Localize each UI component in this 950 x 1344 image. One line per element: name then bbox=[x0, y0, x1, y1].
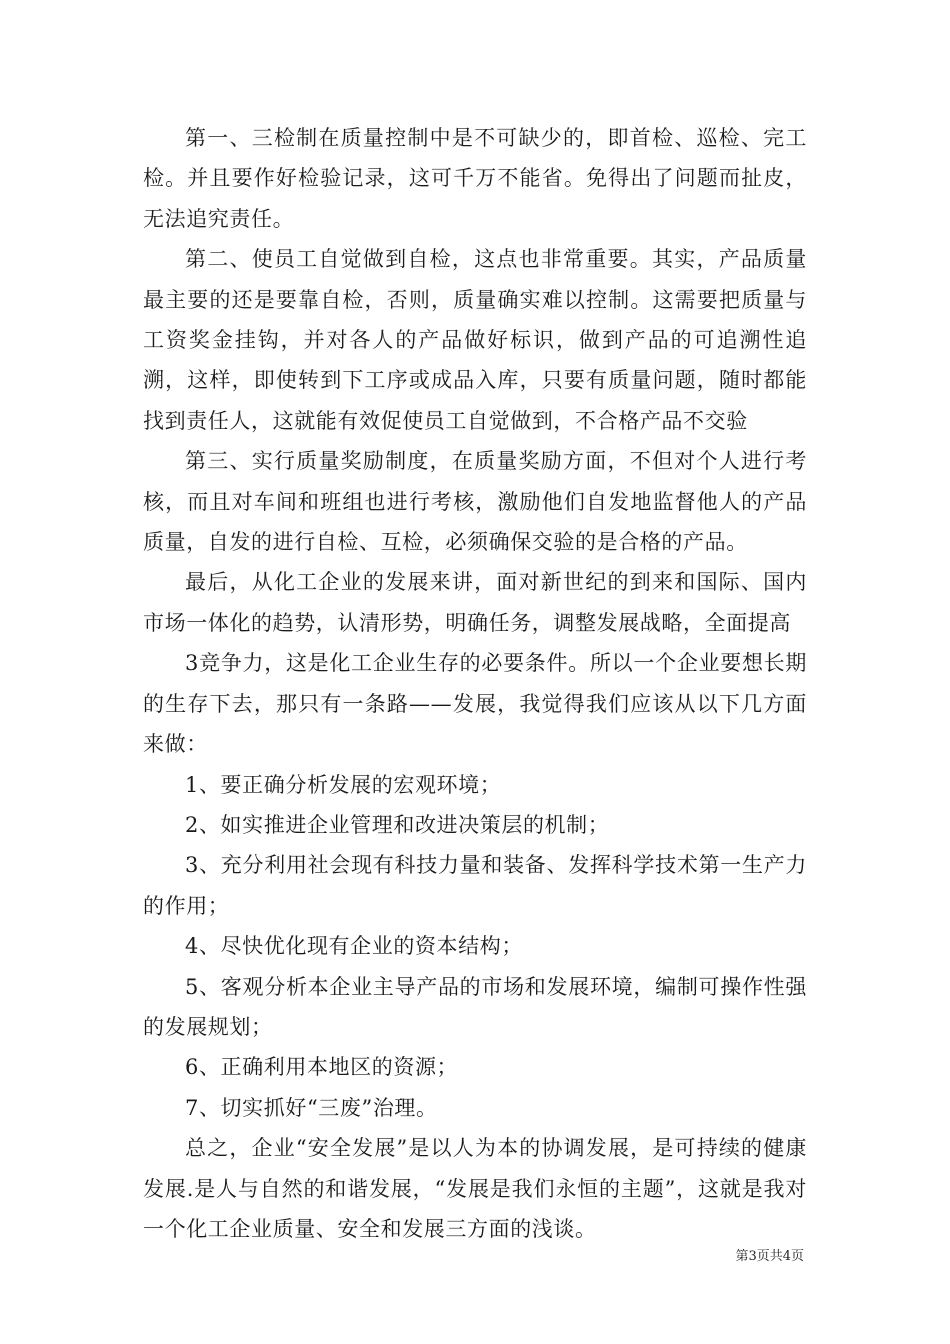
document-body bbox=[143, 118, 807, 1249]
paragraph-competitiveness: 3竞争力，这是化工企业生存的必要条件。所以一个企业要想长期的生存下去，那只有一条路——发展，我觉得我们应该从以下几方面来做： bbox=[143, 651, 807, 757]
paragraph-first-inspection: 第一、三检制在质量控制中是不可缺少的，即首检、巡检、完工检。并且要作好检验记录，这可千万不能省。免得出了问题而扯皮，无法追究责任。 bbox=[143, 126, 807, 231]
paragraph-self-inspection: 第二、使员工自觉做到自检，这点也非常重要。其实，产品质量最主要的还是要靠自检，否则，质量确实难以控制。这需要把质量与工资奖金挂钩，并对各人的产品做好标识，做到产品的可追溯性追溯，这样，即使转到下工序或成品入库，只要有质量问题，随时都能找到责任人，这就能有效促使员工自觉做到，不合格产品不交验 bbox=[143, 247, 807, 433]
list-item-2: 2、如实推进企业管理和改进决策层的机制； bbox=[185, 812, 610, 837]
list-item-3: 3、充分利用社会现有科技力量和装备、发挥科学技术第一生产力的作用； bbox=[143, 853, 807, 918]
list-item-4: 4、尽快优化现有企业的资本结构； bbox=[185, 934, 523, 959]
page-number-footer: 第3页共4页 bbox=[735, 1249, 804, 1264]
list-item-1: 1、要正确分析发展的宏观环境； bbox=[185, 772, 502, 797]
list-item-6: 6、正确利用本地区的资源； bbox=[185, 1055, 459, 1080]
paragraph-quality-reward: 第三、实行质量奖励制度，在质量奖励方面，不但对个人进行考核，而且对车间和班组也进行考核，激励他们自发地监督他人的产品质量，自发的进行自检、互检，必须确保交验的是合格的产品。 bbox=[143, 449, 807, 555]
paragraph-development: 最后，从化工企业的发展来讲，面对新世纪的到来和国际、国内市场一体化的趋势，认清形势，明确任务，调整发展战略，全面提高 bbox=[143, 570, 807, 635]
list-item-5: 5、客观分析本企业主导产品的市场和发展环境，编制可操作性强的发展规划； bbox=[143, 974, 807, 1039]
paragraph-conclusion: 总之，企业“安全发展”是以人为本的协调发展，是可持续的健康发展.是人与自然的和谐发展，“发展是我们永恒的主题”，这就是我对一个化工企业质量、安全和发展三方面的浅谈。 bbox=[143, 1136, 807, 1241]
list-item-7: 7、切实抓好“三废”治理。 bbox=[185, 1095, 438, 1120]
